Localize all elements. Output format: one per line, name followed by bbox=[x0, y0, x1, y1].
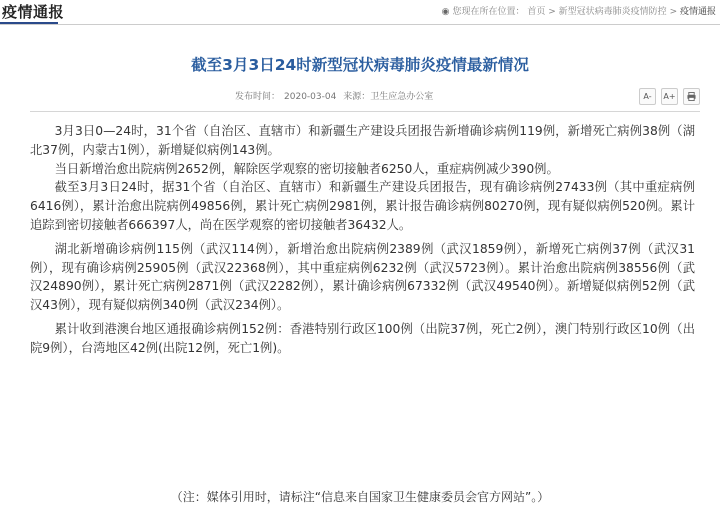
section-title: 疫情通报 bbox=[2, 3, 65, 21]
article-meta bbox=[235, 89, 437, 102]
publish-date-label: 发布时间： bbox=[235, 92, 281, 102]
publish-date: 2020-03-04 bbox=[284, 92, 337, 102]
breadcrumb-prefix: 您现在所在位置： bbox=[452, 7, 525, 17]
footnote: （注：媒体引用时，请标注“信息来自国家卫生健康委员会官方网站”。） bbox=[170, 490, 550, 504]
paragraph: 截至3月3日24时，据31个省（自治区、直辖市）和新疆生产建设兵团报告，现有确诊病例27433例（其中重症病例6416例），累计治愈出院病例49856例，累计死亡病例2981例，累计报告确诊病例80270例，现有疑似病例520例。累计追踪到密切接触者666397人，尚在医学观察的密切接触者36432人。 bbox=[30, 180, 695, 232]
paragraph: 当日新增治愈出院病例2652例，解除医学观察的密切接触者6250人，重症病例减少390例。 bbox=[54, 161, 559, 176]
breadcrumb-separator: > bbox=[548, 7, 556, 17]
article-tools bbox=[639, 88, 700, 105]
breadcrumb-separator: > bbox=[669, 7, 678, 17]
top-bar bbox=[0, 0, 720, 25]
paragraph: 累计收到港澳台地区通报确诊病例152例：香港特别行政区100例（出院37例，死亡2例），澳门特别行政区10例（出院9例），台湾地区42例(出院12例，死亡1例)。 bbox=[30, 321, 695, 355]
breadcrumb-item-home[interactable]: 首页 bbox=[527, 7, 546, 17]
paragraph: 3月3日0—24时，31个省（自治区、直辖市）和新疆生产建设兵团报告新增确诊病例119例，新增死亡病例38例（湖北37例，内蒙古1例），新增疑似病例143例。 bbox=[30, 124, 695, 157]
breadcrumb bbox=[442, 4, 716, 17]
article-body bbox=[30, 122, 695, 358]
paragraph: 湖北新增确诊病例115例（武汉114例），新增治愈出院病例2389例（武汉1859例），新增死亡病例37例（武汉31例），现有确诊病例25905例（武汉22368例），其中重症病例6232例（武汉5723例）。累计治愈出院病例38556例（武汉24890例），累计死亡病例2871例（武汉2282例），累计确诊病例67332例（武汉49540例）。新增疑似病例52例（武汉43例），现有疑似病例340例（武汉234例）。 bbox=[30, 241, 695, 313]
print-icon bbox=[687, 92, 696, 101]
print-button[interactable] bbox=[683, 88, 700, 105]
title-divider bbox=[30, 111, 700, 112]
source-name: 卫生应急办公室 bbox=[370, 92, 434, 102]
top-divider bbox=[0, 24, 720, 25]
breadcrumb-item-current[interactable]: 疫情通报 bbox=[679, 7, 716, 17]
breadcrumb-item-covid[interactable]: 新型冠状病毒肺炎疫情防控 bbox=[558, 7, 667, 17]
location-icon: ◉ bbox=[441, 7, 450, 17]
font-decrease-button[interactable]: A- bbox=[639, 88, 656, 105]
source-label: 来源： bbox=[343, 92, 371, 102]
article-title: 截至3月3日24时新型冠状病毒肺炎疫情最新情况 bbox=[191, 56, 529, 74]
font-increase-button[interactable]: A+ bbox=[661, 88, 678, 105]
